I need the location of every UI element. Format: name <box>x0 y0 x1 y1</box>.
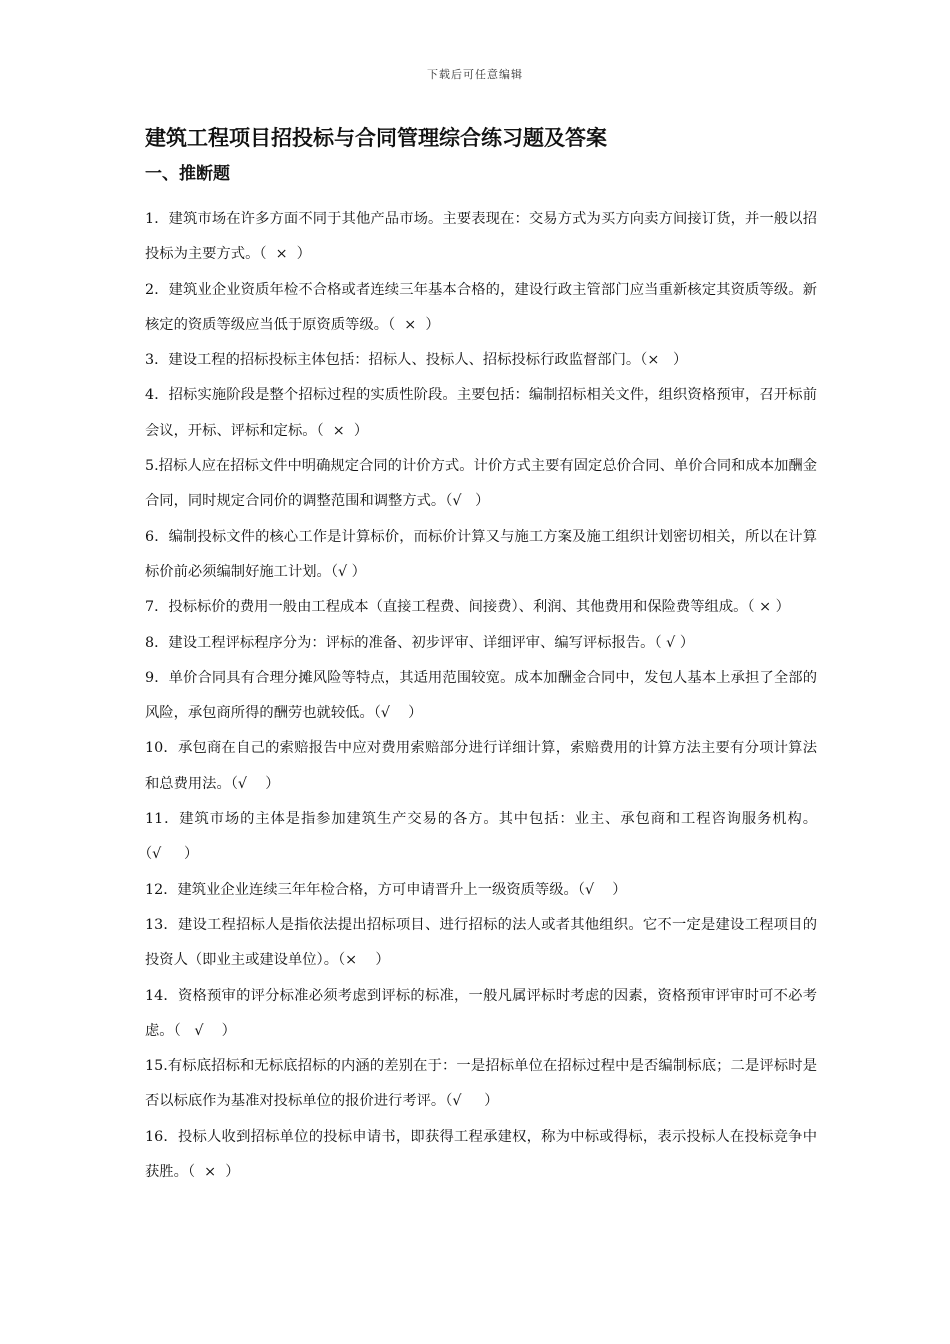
question-item <box>145 731 817 802</box>
question-item <box>145 661 817 732</box>
question-item <box>145 343 817 378</box>
question-text: 1．建筑市场在许多方面不同于其他产品市场。主要表现在：交易方式为买方向卖方间接订货，并一般以招投标为主要方式。 <box>145 211 817 263</box>
question-answer: （√ ） <box>577 881 627 898</box>
question-answer: （ × ） <box>747 599 790 616</box>
question-answer: （√ ） <box>230 775 280 792</box>
question-answer: （√ ） <box>445 1093 499 1110</box>
document-title: 建筑工程项目招投标与合同管理综合练习题及答案 <box>145 125 607 150</box>
question-answer: （ √ ） <box>654 634 695 651</box>
question-item <box>145 378 817 449</box>
question-answer: （× ） <box>338 952 390 969</box>
question-list <box>145 202 817 1190</box>
question-answer: （ √ ） <box>173 1022 236 1039</box>
header-note: 下载后可任意编辑 <box>427 68 523 81</box>
question-text: 5.招标人应在招标文件中明确规定合同的计价方式。计价方式主要有固定总价合同、单价合同和成本加酬金合同，同时规定合同价的调整范围和调整方式。 <box>145 458 817 510</box>
question-item <box>145 802 817 873</box>
question-text: 7．投标标价的费用一般由工程成本（直接工程费、间接费）、利润、其他费用和保险费等组成。 <box>145 599 748 616</box>
question-answer: （√ ） <box>445 493 490 510</box>
question-answer: （× ） <box>640 352 688 369</box>
question-answer: （ × ） <box>388 316 440 333</box>
question-text: 4．招标实施阶段是整个招标过程的实质性阶段。主要包括：编制招标相关文件，组织资格预审，召开标前会议，开标、评标和定标。 <box>145 387 817 439</box>
question-text: 11．建筑市场的主体是指参加建筑生产交易的各方。其中包括：业主、承包商和工程咨询服务机构。 <box>145 811 817 828</box>
question-answer: （ × ） <box>259 246 311 263</box>
question-text: 8．建设工程评标程序分为：评标的准备、初步评审、详细评审、编写评标报告。 <box>145 634 655 651</box>
question-item <box>145 520 817 591</box>
question-item <box>145 1049 817 1120</box>
question-text: 3．建设工程的招标投标主体包括：招标人、投标人、招标投标行政监督部门。 <box>145 352 641 369</box>
question-item <box>145 873 817 908</box>
question-text: 9．单价合同具有合理分摊风险等特点，其适用范围较宽。成本加酬金合同中，发包人基本上承担了全部的风险，承包商所得的酬劳也就较低。 <box>145 669 817 722</box>
question-item <box>145 1120 817 1191</box>
question-text: 13．建设工程招标人是指依法提出招标项目、进行招标的法人或者其他组织。它不一定是建设工程项目的投资人（即业主或建设单位）。 <box>145 916 817 969</box>
question-answer: （√ ） <box>373 705 423 722</box>
question-answer: （ × ） <box>316 422 369 439</box>
question-answer: （√ ） <box>145 846 199 863</box>
question-text: 10．承包商在自己的索赔报告中应对费用索赔部分进行详细计算，索赔费用的计算方法主要有分项计算法和总费用法。 <box>145 740 817 792</box>
question-item <box>145 449 817 520</box>
question-text: 2．建筑业企业资质年检不合格或者连续三年基本合格的，建设行政主管部门应当重新核定其资质等级。新核定的资质等级应当低于原资质等级。 <box>145 281 817 333</box>
question-text: 14．资格预审的评分标准必须考虑到评标的标准，一般凡属评标时考虑的因素，资格预审评审时可不必考虑。 <box>145 987 817 1039</box>
question-item <box>145 202 817 273</box>
question-text: 16．投标人收到招标单位的投标申请书，即获得工程承建权，称为中标或得标，表示投标人在投标竞争中获胜。 <box>145 1128 817 1181</box>
question-text: 6．编制投标文件的核心工作是计算标价，而标价计算又与施工方案及施工组织计划密切相关，所以在计算标价前必须编制好施工计划。 <box>145 528 817 580</box>
question-item <box>145 273 817 344</box>
question-item <box>145 626 817 661</box>
question-item <box>145 908 817 979</box>
question-answer: （√ ） <box>330 563 366 580</box>
question-item <box>145 979 817 1050</box>
question-answer: （ × ） <box>187 1164 240 1181</box>
question-text: 12．建筑业企业连续三年年检合格，方可申请晋升上一级资质等级。 <box>145 881 578 898</box>
section-heading: 一、推断题 <box>145 164 230 184</box>
question-item <box>145 590 817 625</box>
question-text: 15.有标底招标和无标底招标的内涵的差别在于：一是招标单位在招标过程中是否编制标底；二是评标时是否以标底作为基准对投标单位的报价进行考评。 <box>145 1058 817 1110</box>
